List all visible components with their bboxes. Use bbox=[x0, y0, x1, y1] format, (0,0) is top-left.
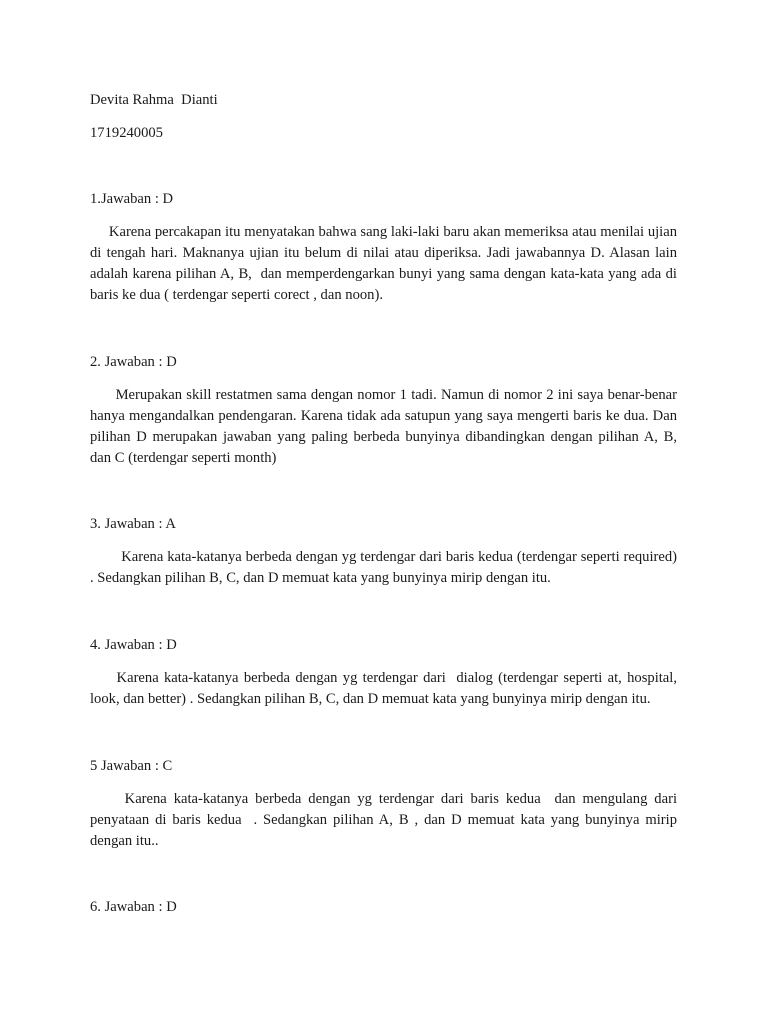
student-id: 1719240005 bbox=[90, 125, 163, 141]
answer-2-explanation: Merupakan skill restatmen sama dengan nomor 1 tadi. Namun di nomor 2 ini saya benar-benar hanya mengandalkan pendengaran. Karena tidak ada satupun yang saya mengerti baris ke dua. Dan pilihan D merupakan jawaban yang paling berbeda bunyinya dibandingkan dengan pilihan A, B, dan C (terdengar seperti month) bbox=[90, 387, 681, 466]
answer-1-explanation: Karena percakapan itu menyatakan bahwa sang laki-laki baru akan memeriksa atau menilai ujian di tengah hari. Maknanya ujian itu belum di nilai atau diperiksa. Jadi jawabannya D. Alasan lain adalah karena pilihan A, B, dan memperdengarkan bunyi yang sama dengan kata-kata yang ada di baris ke dua ( terdengar seperti corect , dan noon). bbox=[90, 224, 681, 303]
author-name: Devita Rahma Dianti bbox=[90, 92, 218, 108]
document-body bbox=[90, 90, 681, 918]
answer-6-heading: 6. Jawaban : D bbox=[90, 899, 177, 915]
answer-5-explanation: Karena kata-katanya berbeda dengan yg terdengar dari baris kedua dan mengulang dari penyataan di baris kedua . Sedangkan pilihan A, B , dan D memuat kata yang bunyinya mirip dengan itu.. bbox=[90, 791, 681, 849]
answer-3-explanation: Karena kata-katanya berbeda dengan yg terdengar dari baris kedua (terdengar seperti required) . Sedangkan pilihan B, C, dan D memuat kata yang bunyinya mirip dengan itu. bbox=[90, 549, 681, 586]
answer-5-heading: 5 Jawaban : C bbox=[90, 758, 173, 774]
answer-4-heading: 4. Jawaban : D bbox=[90, 637, 177, 653]
answer-2-heading: 2. Jawaban : D bbox=[90, 354, 177, 370]
answer-1-heading: 1.Jawaban : D bbox=[90, 191, 174, 207]
answer-3-heading: 3. Jawaban : A bbox=[90, 516, 176, 532]
answer-4-explanation: Karena kata-katanya berbeda dengan yg terdengar dari dialog (terdengar seperti at, hospital, look, dan better) . Sedangkan pilihan B, C, dan D memuat kata yang bunyinya mirip dengan itu. bbox=[90, 670, 681, 707]
